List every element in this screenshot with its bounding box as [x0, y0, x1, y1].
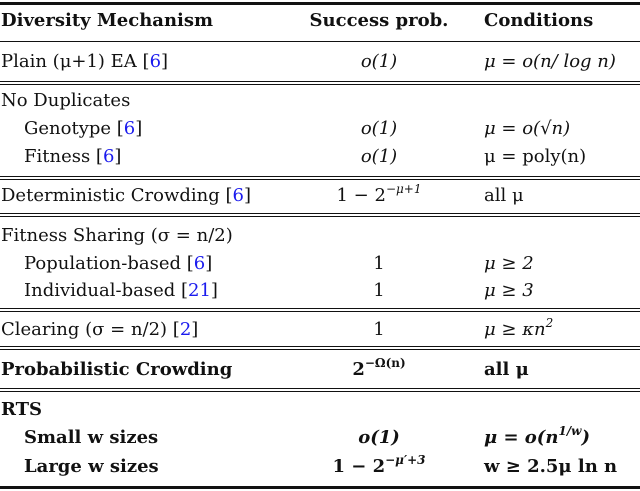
success-base: 2 [352, 359, 365, 380]
success-prob: 1 [373, 253, 385, 274]
table-row: Fitness [6] o(1) μ = poly(n) [0, 144, 640, 170]
citation-link[interactable]: 6 [149, 51, 162, 72]
conditions: μ ≥ 2 [484, 253, 534, 274]
group-rule [0, 176, 640, 177]
row-label: Clearing (σ = n/2) [1, 319, 168, 340]
conditions [484, 317, 553, 343]
success-exponent: −μ+1 [385, 182, 422, 196]
group-rule [0, 311, 640, 312]
group-rule [0, 213, 640, 214]
table-row: Plain (μ+1) EA [6] o(1) μ = o(n/ log n) [0, 49, 640, 75]
citation-link[interactable]: 6 [123, 118, 136, 139]
success-prob: o(1) [358, 427, 400, 448]
conditions: μ = o(√n) [484, 118, 571, 139]
row-label: Probabilistic Crowding [1, 359, 233, 380]
table-row: Population-based [6] 1 μ ≥ 2 [0, 251, 640, 277]
group-rule [0, 179, 640, 180]
table-row-highlight [0, 425, 640, 451]
header-success: Success prob. [309, 10, 449, 31]
group-rule [0, 216, 640, 217]
success-prob: 1 [373, 319, 385, 340]
bottom-rule [0, 486, 640, 489]
header-mechanism: Diversity Mechanism [1, 10, 214, 31]
condition-exponent: 1/w [558, 424, 582, 438]
condition-base: μ = o(n [484, 427, 559, 448]
conditions: μ = o(n/ log n) [484, 51, 616, 72]
success-exponent: −Ω(n) [364, 356, 406, 370]
row-label: Fitness [24, 146, 91, 167]
top-rule [0, 2, 640, 5]
group-header [0, 397, 640, 423]
success-prob: o(1) [360, 146, 398, 167]
row-label: Small w sizes [24, 427, 159, 448]
row-label: Genotype [24, 118, 112, 139]
group-rule [0, 388, 640, 389]
conditions: all μ [484, 359, 529, 380]
group-rule [0, 349, 640, 350]
table-row: Genotype [6] o(1) μ = o(√n) [0, 116, 640, 142]
citation-link[interactable]: 2 [179, 319, 192, 340]
row-label: RTS [1, 399, 43, 420]
success-prob: 1 [373, 280, 385, 301]
group-header [0, 223, 640, 249]
header-rule [0, 41, 640, 42]
row-label: Plain (μ+1) EA [1, 51, 137, 72]
group-header [0, 88, 640, 114]
table-row-highlight [0, 454, 640, 480]
group-rule [0, 84, 640, 85]
conditions: w ≥ 2.5μ ln n [484, 456, 618, 477]
conditions [484, 425, 590, 451]
success-prob [290, 357, 468, 383]
citation-link[interactable]: 6 [193, 253, 206, 274]
citation-link[interactable]: 6 [232, 185, 244, 206]
conditions: μ ≥ 3 [484, 280, 534, 301]
group-rule [0, 81, 640, 82]
row-label: Population-based [24, 253, 181, 274]
success-prob: o(1) [360, 51, 398, 72]
success-base: 1 − 2 [332, 456, 386, 477]
success-prob: o(1) [360, 118, 398, 139]
header-row [0, 8, 640, 34]
condition-exponent: 2 [545, 316, 554, 330]
citation-link[interactable]: 6 [102, 146, 115, 167]
group-rule [0, 346, 640, 347]
citation-link[interactable]: 21 [188, 280, 211, 301]
success-prob [290, 183, 468, 209]
row-label: Deterministic Crowding [1, 185, 220, 206]
conditions: all μ [484, 185, 524, 206]
group-rule [0, 308, 640, 309]
conditions: μ = poly(n) [484, 146, 587, 167]
success-base: 1 − 2 [336, 185, 386, 206]
table-row: Individual-based [21] 1 μ ≥ 3 [0, 278, 640, 304]
table-row: Clearing (σ = n/2) [2] 1 $\mu \ge \kappa n^2$ [0, 317, 640, 343]
row-label: Individual-based [24, 280, 176, 301]
table-row-highlight [0, 357, 640, 383]
row-label: Fitness Sharing (σ = n/2) [1, 225, 233, 246]
condition-close: ) [581, 427, 590, 448]
row-label: No Duplicates [1, 90, 131, 111]
row-label: Large w sizes [24, 456, 159, 477]
table-row: Deterministic Crowding [6] $1 - 2^{-\mu+1}$ all μ [0, 183, 640, 209]
group-rule [0, 391, 640, 392]
success-exponent: −μ′+3 [385, 453, 426, 467]
success-prob [290, 454, 468, 480]
header-conditions: Conditions [484, 10, 594, 31]
condition-base: μ ≥ κn [484, 319, 546, 340]
